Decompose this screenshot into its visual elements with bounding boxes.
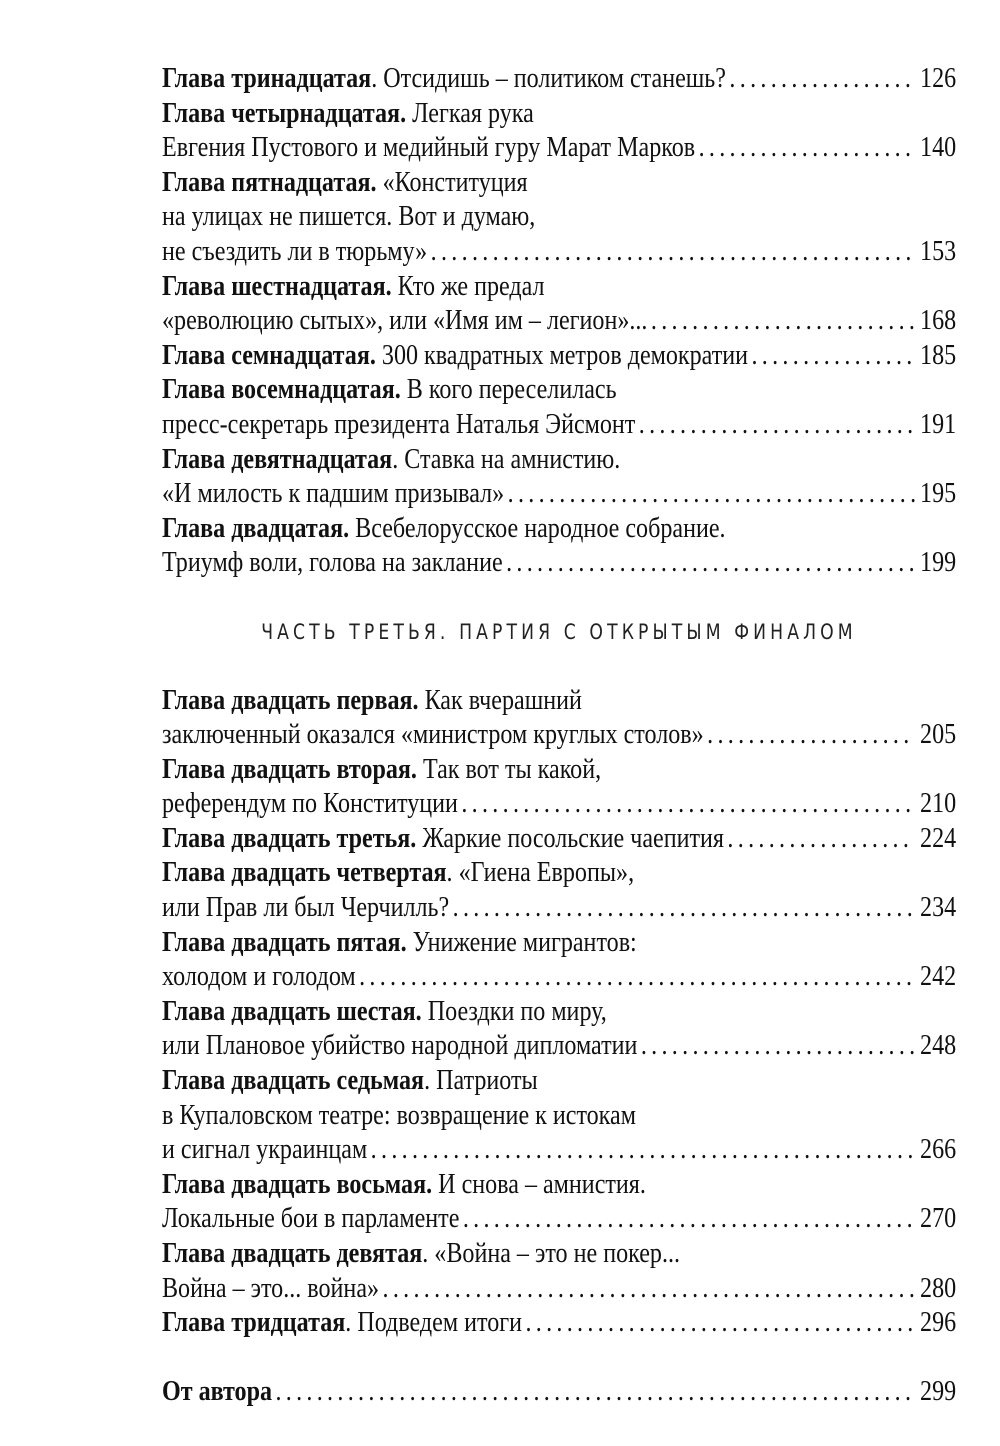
entry-title xyxy=(162,684,582,719)
entry-lead: Глава шестнадцатая. xyxy=(162,270,392,302)
toc-line xyxy=(162,200,956,235)
entry-lead: Глава девятнадцатая xyxy=(162,443,393,475)
toc-line xyxy=(162,1099,956,1134)
entry-lead: Глава пятнадцатая. xyxy=(162,166,377,198)
entry-lead: Глава двадцать девятая xyxy=(162,1238,423,1269)
toc-line xyxy=(162,62,956,97)
toc-line xyxy=(162,926,956,961)
entry-lead: Глава двадцать пятая. xyxy=(162,926,407,958)
entry-text: Подведем итоги xyxy=(357,1307,523,1339)
entry-lead: Глава восемнадцатая. xyxy=(162,374,401,406)
toc-line xyxy=(162,1029,956,1064)
entry-lead: Глава семнадцатая. xyxy=(162,339,376,371)
entry-title xyxy=(162,926,637,961)
page-number: 126 xyxy=(920,63,957,94)
entry-text: референдум по Конституции xyxy=(162,788,458,820)
toc-line xyxy=(162,270,956,305)
entry-lead: Глава двадцать четвертая xyxy=(162,857,447,889)
entry-title xyxy=(162,891,449,926)
entry-text: Жаркие посольские чаепития xyxy=(422,822,724,854)
page-number: 191 xyxy=(920,408,957,440)
spacer xyxy=(162,1341,956,1376)
dot-leader xyxy=(707,718,915,753)
entry-lead: Глава двадцать третья. xyxy=(162,822,417,854)
entry-text: холодом и голодом xyxy=(162,961,356,993)
toc-line xyxy=(162,235,956,270)
entry-title xyxy=(162,960,356,995)
entry-text: «Гиена Европы», xyxy=(458,857,635,889)
entry-text: «революцию сытых», или «Имя им – легион»... xyxy=(162,305,648,337)
dot-leader xyxy=(463,1202,915,1237)
toc-line xyxy=(162,443,956,478)
dot-leader xyxy=(729,62,914,97)
entry-text: пресс-секретарь президента Наталья Эйсмонт xyxy=(162,408,636,440)
part-three-entries xyxy=(162,684,956,1341)
toc-line xyxy=(162,1202,956,1237)
entry-text: Отсидишь – политиком станешь? xyxy=(383,63,726,94)
page-number: 242 xyxy=(920,961,957,993)
toc-entry[interactable] xyxy=(162,822,956,857)
toc-line xyxy=(162,684,956,719)
entry-title xyxy=(162,512,726,547)
dot-leader xyxy=(751,339,914,374)
toc-line xyxy=(162,1272,956,1307)
entry-text: в Купаловском театре: возвращение к истокам xyxy=(162,1099,636,1131)
entry-text: 300 квадратных метров демократии xyxy=(381,339,749,371)
entry-text: Локальные бои в парламенте xyxy=(162,1203,460,1235)
entry-lead: Глава тридцатая xyxy=(162,1307,346,1339)
toc-line xyxy=(162,408,956,443)
toc-line xyxy=(162,131,956,166)
toc-line xyxy=(162,1133,956,1168)
entry-text: Как вчерашний xyxy=(424,684,582,716)
entry-title xyxy=(162,97,534,132)
entry-text: не съездить ли в тюрьму» xyxy=(162,235,428,267)
page-number: 199 xyxy=(920,547,957,579)
entry-title xyxy=(162,270,545,305)
toc-line xyxy=(162,822,956,857)
toc-line xyxy=(162,891,956,926)
entry-text: «Конституция xyxy=(382,166,528,198)
entry-text: Кто же предал xyxy=(397,270,545,302)
dot-leader xyxy=(508,477,915,512)
entry-title xyxy=(162,62,726,97)
toc-line xyxy=(162,1306,956,1341)
toc-entry[interactable] xyxy=(162,166,956,270)
toc-entry[interactable] xyxy=(162,684,956,753)
entry-separator: . xyxy=(446,857,459,889)
dot-leader xyxy=(453,891,915,926)
entry-title xyxy=(162,995,607,1030)
entry-text: Патриоты xyxy=(436,1065,538,1097)
entry-title xyxy=(162,1099,636,1134)
entry-separator: . xyxy=(371,63,384,94)
entry-title xyxy=(162,1237,680,1272)
toc-line xyxy=(162,753,956,788)
page-number: 248 xyxy=(920,1030,957,1062)
dot-leader xyxy=(461,787,915,822)
toc-entry[interactable] xyxy=(162,926,956,995)
entry-lead: Глава двадцать первая. xyxy=(162,684,419,716)
toc-entry[interactable] xyxy=(162,512,956,581)
dot-leader xyxy=(359,960,915,995)
toc-entry[interactable] xyxy=(162,1306,956,1341)
table-of-contents xyxy=(162,62,956,1410)
toc-line xyxy=(162,960,956,995)
page-number: 185 xyxy=(920,339,957,371)
entry-lead: Глава тринадцатая xyxy=(162,63,372,94)
entry-separator: . xyxy=(345,1307,358,1339)
toc-line xyxy=(162,512,956,547)
entry-separator: . xyxy=(392,443,405,475)
page-number: 153 xyxy=(920,235,957,267)
entry-lead: Глава двадцать шестая. xyxy=(162,995,422,1027)
page-number: 266 xyxy=(920,1134,957,1166)
entry-title xyxy=(162,304,647,339)
toc-entry[interactable] xyxy=(162,97,956,166)
entry-text: Евгения Пустового и медийный гуру Марат Марков xyxy=(162,132,696,164)
toc-entry[interactable] xyxy=(162,753,956,822)
entry-text: Война – это... война» xyxy=(162,1272,380,1304)
toc-line xyxy=(162,1168,956,1203)
dot-leader xyxy=(727,822,914,857)
toc-entry[interactable] xyxy=(162,443,956,512)
toc-entry[interactable] xyxy=(162,270,956,339)
dot-leader xyxy=(639,408,915,443)
dot-leader xyxy=(699,131,915,166)
entry-lead: Глава двадцать седьмая xyxy=(162,1065,425,1097)
dot-leader xyxy=(641,1029,915,1064)
part-two-entries xyxy=(162,62,956,581)
toc-line xyxy=(162,304,956,339)
toc-entry[interactable] xyxy=(162,995,956,1064)
toc-line xyxy=(162,787,956,822)
entry-text: Так вот ты какой, xyxy=(422,753,602,785)
dot-leader xyxy=(382,1272,914,1307)
toc-line xyxy=(162,339,956,374)
toc-line xyxy=(162,546,956,581)
entry-text: Ставка на амнистию. xyxy=(404,443,621,475)
entry-lead: Глава двадцать вторая. xyxy=(162,753,417,785)
entry-lead: От автора xyxy=(162,1376,273,1408)
toc-entry[interactable] xyxy=(162,62,956,97)
entry-title xyxy=(162,856,634,891)
part-three-heading: ЧАСТЬ ТРЕТЬЯ. ПАРТИЯ С ОТКРЫТЫМ ФИНАЛОМ xyxy=(261,619,857,644)
entry-title xyxy=(162,408,635,443)
entry-separator: . xyxy=(422,1238,435,1269)
entry-title xyxy=(162,1272,379,1307)
entry-lead: Глава двадцатая. xyxy=(162,512,350,544)
dot-leader xyxy=(651,304,915,339)
dot-leader xyxy=(431,235,915,270)
entry-text: В кого переселилась xyxy=(406,374,617,406)
entry-title xyxy=(162,787,458,822)
entry-title xyxy=(162,1306,522,1341)
entry-text: И снова – амнистия. xyxy=(438,1168,646,1200)
page-number: 270 xyxy=(920,1203,957,1235)
entry-title xyxy=(162,373,617,408)
page-number: 224 xyxy=(920,822,957,854)
entry-title xyxy=(162,443,620,478)
toc-line xyxy=(162,97,956,132)
page-number: 210 xyxy=(920,788,957,820)
dot-leader xyxy=(275,1375,914,1410)
toc-line xyxy=(162,1375,956,1410)
toc-line xyxy=(162,856,956,891)
dot-leader xyxy=(525,1306,914,1341)
entry-lead: Глава четырнадцатая. xyxy=(162,97,407,129)
entry-separator: . xyxy=(424,1065,437,1097)
page-number: 205 xyxy=(920,719,957,751)
entry-title xyxy=(162,477,504,512)
page-number: 299 xyxy=(920,1376,957,1408)
entry-title xyxy=(162,1064,538,1099)
entry-text: заключенный оказался «министром круглых столов» xyxy=(162,719,704,751)
entry-title xyxy=(162,753,601,788)
entry-title xyxy=(162,1202,459,1237)
page-number: 280 xyxy=(920,1272,957,1304)
toc-entry-afterword[interactable] xyxy=(162,1375,956,1410)
entry-title xyxy=(162,339,748,374)
page-number: 140 xyxy=(920,132,957,164)
entry-title xyxy=(162,131,695,166)
entry-text: или Плановое убийство народной дипломатии xyxy=(162,1030,638,1062)
entry-text: «Война – это не покер... xyxy=(434,1238,681,1269)
toc-line xyxy=(162,166,956,201)
toc-entry[interactable] xyxy=(162,1237,956,1306)
entry-text: и сигнал украинцам xyxy=(162,1134,368,1166)
entry-text: или Прав ли был Черчилль? xyxy=(162,892,450,924)
toc-entry[interactable] xyxy=(162,856,956,925)
toc-line xyxy=(162,718,956,753)
page-number: 296 xyxy=(920,1307,957,1339)
entry-text: «И милость к падшим призывал» xyxy=(162,478,505,510)
entry-title xyxy=(162,1168,646,1203)
entry-title xyxy=(162,822,724,857)
toc-line xyxy=(162,477,956,512)
entry-text: Легкая рука xyxy=(412,97,534,129)
toc-line xyxy=(162,995,956,1030)
entry-text: Всебелорусское народное собрание. xyxy=(355,512,726,544)
entry-text: на улицах не пишется. Вот и думаю, xyxy=(162,201,536,233)
toc-entry[interactable] xyxy=(162,339,956,374)
entry-title xyxy=(162,546,503,581)
toc-entry[interactable] xyxy=(162,373,956,442)
entry-title xyxy=(162,200,535,235)
entry-title xyxy=(162,1133,367,1168)
page-number: 234 xyxy=(920,892,957,924)
toc-entry[interactable] xyxy=(162,1168,956,1237)
toc-line xyxy=(162,1064,956,1099)
entry-title xyxy=(162,166,528,201)
entry-text: Триумф воли, голова на заклание xyxy=(162,547,503,579)
dot-leader xyxy=(506,546,915,581)
page-number: 195 xyxy=(920,478,957,510)
entry-text: Унижение мигрантов: xyxy=(412,926,637,958)
dot-leader xyxy=(371,1133,915,1168)
entry-title xyxy=(162,718,704,753)
entry-title xyxy=(162,235,427,270)
toc-line xyxy=(162,1237,956,1272)
entry-text: Поездки по миру, xyxy=(427,995,607,1027)
entry-title xyxy=(162,1029,637,1064)
toc-line xyxy=(162,373,956,408)
entry-lead: Глава двадцать восьмая. xyxy=(162,1168,433,1200)
page-number: 168 xyxy=(920,305,957,337)
toc-entry[interactable] xyxy=(162,1064,956,1168)
